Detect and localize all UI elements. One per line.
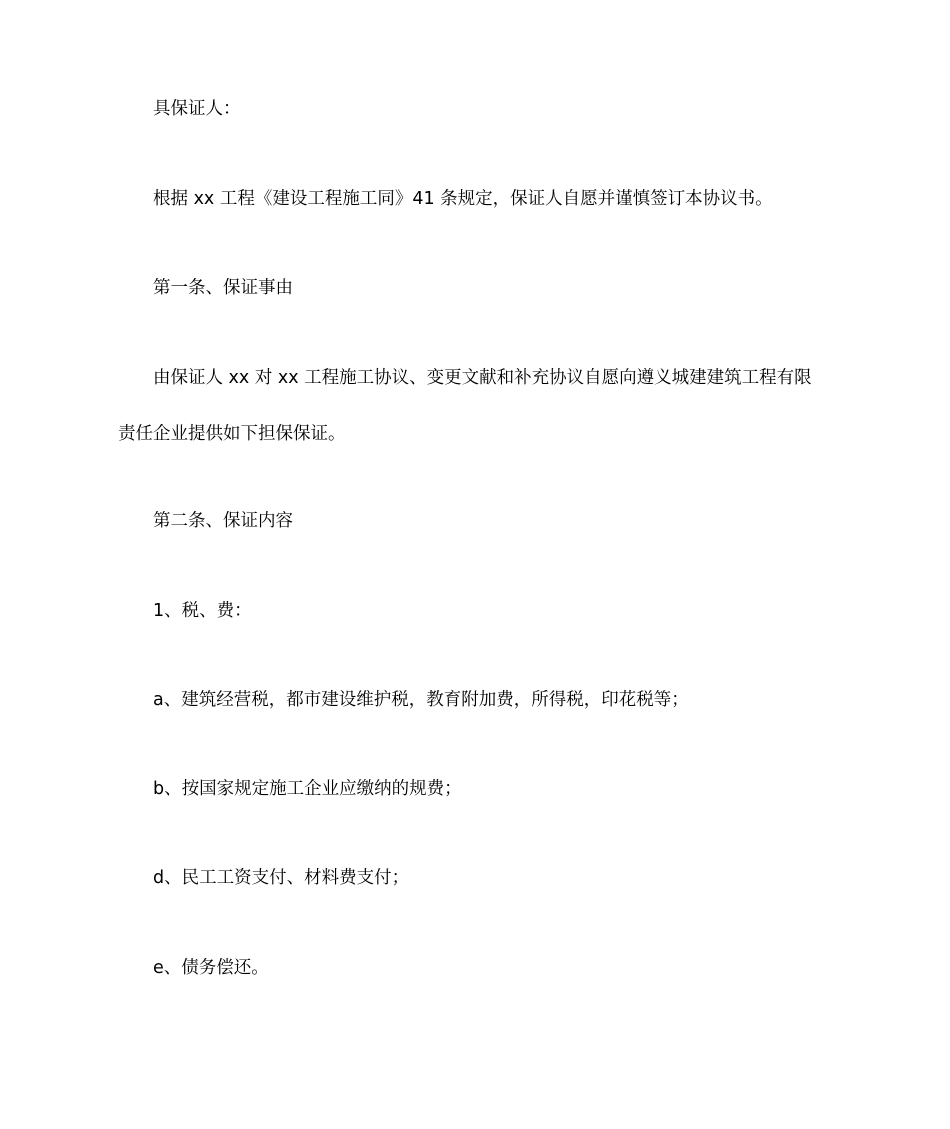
article-one-heading: 第一条、保证事由 — [153, 278, 293, 298]
item-d: d、民工工资支付、材料费支付； — [153, 868, 410, 888]
intro-paragraph: 根据 xx 工程《建设工程施工同》41 条规定，保证人自愿并谨慎签订本协议书。 — [153, 189, 773, 209]
article-two-heading: 第二条、保证内容 — [153, 511, 293, 531]
item-b: b、按国家规定施工企业应缴纳的规费； — [153, 779, 462, 799]
item-e: e、债务偿还。 — [153, 958, 269, 978]
item-a: a、建筑经营税，都市建设维护税，教育附加费，所得税，印花税等； — [153, 690, 689, 710]
guarantor-heading: 具保证人： — [153, 99, 241, 119]
item-taxes-fees: 1、税、费： — [153, 601, 252, 621]
article-one-body-line-2: 责任企业提供如下担保保证。 — [118, 424, 346, 444]
article-one-body-line-1: 由保证人 xx 对 xx 工程施工协议、变更文献和补充协议自愿向遵义城建建筑工程有限 — [153, 368, 812, 388]
